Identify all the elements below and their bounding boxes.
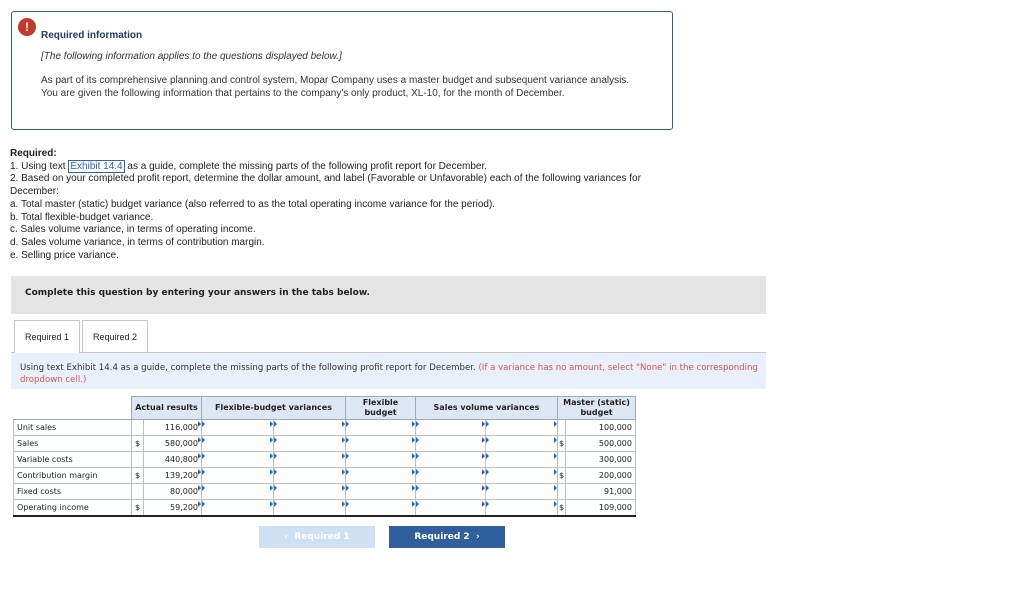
instruction-panel <box>11 353 766 389</box>
flex-variance-amount-input[interactable] <box>202 468 274 484</box>
actual-dollar-sign <box>132 484 144 500</box>
flexible-budget-input[interactable] <box>346 436 416 452</box>
sales-volume-label-select[interactable] <box>486 468 558 484</box>
sales-volume-label-select[interactable] <box>486 484 558 500</box>
table-row <box>14 500 636 517</box>
sales-volume-label-select[interactable] <box>486 420 558 436</box>
sales-volume-amount-input[interactable] <box>416 436 486 452</box>
master-dollar-sign: $ <box>558 436 566 452</box>
row-label: Sales <box>14 436 132 452</box>
required-item-2: 2. Based on your completed profit report, determine the dollar amount, and label (Favorable or Unfavorable) each of the following variances for December: <box>10 173 641 198</box>
required-section <box>10 148 690 262</box>
row-label: Contribution margin <box>14 468 132 484</box>
exhibit-link[interactable]: Exhibit 14.4 <box>70 160 123 172</box>
profit-report-table <box>13 396 636 517</box>
table-row <box>14 452 636 468</box>
actual-result-value: 80,000 <box>144 484 202 500</box>
flex-variance-label-select[interactable] <box>274 436 346 452</box>
complete-question-bar: Complete this question by entering your answers in the tabs below. <box>11 276 766 314</box>
flexible-budget-input[interactable] <box>346 420 416 436</box>
header-flexible-budget: Flexible budget <box>346 397 416 420</box>
actual-result-value: 440,800 <box>144 452 202 468</box>
required-item-e: e. Selling price variance. <box>10 249 119 261</box>
header-master-budget: Master (static) budget <box>558 397 636 420</box>
flex-variance-label-select[interactable] <box>274 468 346 484</box>
prev-required-button[interactable]: ‹ Required 1 <box>259 526 375 548</box>
master-dollar-sign: $ <box>558 468 566 484</box>
flex-variance-amount-input[interactable] <box>202 420 274 436</box>
required-information-box <box>11 11 673 130</box>
actual-dollar-sign: $ <box>132 468 144 484</box>
flexible-budget-input[interactable] <box>346 484 416 500</box>
header-sales-volume-variances: Sales volume variances <box>416 397 558 420</box>
actual-dollar-sign: $ <box>132 436 144 452</box>
tab-required-2[interactable]: Required 2 <box>82 320 148 353</box>
flex-variance-amount-input[interactable] <box>202 452 274 468</box>
sales-volume-amount-input[interactable] <box>416 420 486 436</box>
master-dollar-sign <box>558 420 566 436</box>
info-italic-note: [The following information applies to the questions displayed below.] <box>41 51 342 62</box>
required-item-d: d. Sales volume variance, in terms of contribution margin. <box>10 236 265 248</box>
master-budget-value: 109,000 <box>566 500 636 517</box>
sales-volume-amount-input[interactable] <box>416 452 486 468</box>
row-label: Fixed costs <box>14 484 132 500</box>
flexible-budget-input[interactable] <box>346 452 416 468</box>
table-row <box>14 468 636 484</box>
flex-variance-label-select[interactable] <box>274 500 346 517</box>
flex-variance-label-select[interactable] <box>274 452 346 468</box>
master-budget-value: 300,000 <box>566 452 636 468</box>
info-title: Required information <box>41 30 143 41</box>
table-row <box>14 484 636 500</box>
flexible-budget-input[interactable] <box>346 500 416 517</box>
instruction-text: Using text Exhibit 14.4 as a guide, complete the missing parts of the following profit report for December. <box>20 363 476 373</box>
table-header-row <box>14 397 636 420</box>
sales-volume-amount-input[interactable] <box>416 468 486 484</box>
alert-icon: ! <box>18 18 36 36</box>
info-body: As part of its comprehensive planning and control system, Mopar Company uses a master budget and subsequent variance analysis. You are given the following information that pertains to the company's only product, XL-10, for the month of December. <box>41 75 630 99</box>
sales-volume-amount-input[interactable] <box>416 484 486 500</box>
actual-result-value: 59,200 <box>144 500 202 517</box>
row-label: Variable costs <box>14 452 132 468</box>
master-budget-value: 200,000 <box>566 468 636 484</box>
actual-result-value: 580,000 <box>144 436 202 452</box>
actual-result-value: 116,000 <box>144 420 202 436</box>
required-item-c: c. Sales volume variance, in terms of operating income. <box>10 224 256 236</box>
row-label: Operating income <box>14 500 132 517</box>
actual-result-value: 139,200 <box>144 468 202 484</box>
next-required-button[interactable]: Required 2 › <box>389 526 505 548</box>
table-row <box>14 420 636 436</box>
flex-variance-label-select[interactable] <box>274 420 346 436</box>
flexible-budget-input[interactable] <box>346 468 416 484</box>
master-budget-value: 500,000 <box>566 436 636 452</box>
master-budget-value: 91,000 <box>566 484 636 500</box>
flex-variance-amount-input[interactable] <box>202 484 274 500</box>
master-dollar-sign <box>558 452 566 468</box>
master-budget-value: 100,000 <box>566 420 636 436</box>
flex-variance-amount-input[interactable] <box>202 500 274 517</box>
header-flexible-budget-variances: Flexible-budget variances <box>202 397 346 420</box>
required-label: Required: <box>10 148 57 159</box>
actual-dollar-sign <box>132 452 144 468</box>
flex-variance-label-select[interactable] <box>274 484 346 500</box>
header-actual-results: Actual results <box>132 397 202 420</box>
tab-required-1[interactable]: Required 1 <box>14 320 80 354</box>
actual-dollar-sign: $ <box>132 500 144 517</box>
sales-volume-label-select[interactable] <box>486 452 558 468</box>
sales-volume-amount-input[interactable] <box>416 500 486 517</box>
flex-variance-amount-input[interactable] <box>202 436 274 452</box>
sales-volume-label-select[interactable] <box>486 500 558 517</box>
required-item-a: a. Total master (static) budget variance (also referred to as the total operating income variance for the period). <box>10 198 496 210</box>
master-dollar-sign: $ <box>558 500 566 517</box>
row-label: Unit sales <box>14 420 132 436</box>
table-row <box>14 436 636 452</box>
instruction-note: (If a variance has no amount, select "None" in the corresponding dropdown cell.) <box>20 363 758 385</box>
actual-dollar-sign <box>132 420 144 436</box>
sales-volume-label-select[interactable] <box>486 436 558 452</box>
required-item-b: b. Total flexible-budget variance. <box>10 211 154 223</box>
master-dollar-sign <box>558 484 566 500</box>
required-item-1: 1. Using text Exhibit 14.4 as a guide, complete the missing parts of the following profit report for December. <box>10 160 488 172</box>
